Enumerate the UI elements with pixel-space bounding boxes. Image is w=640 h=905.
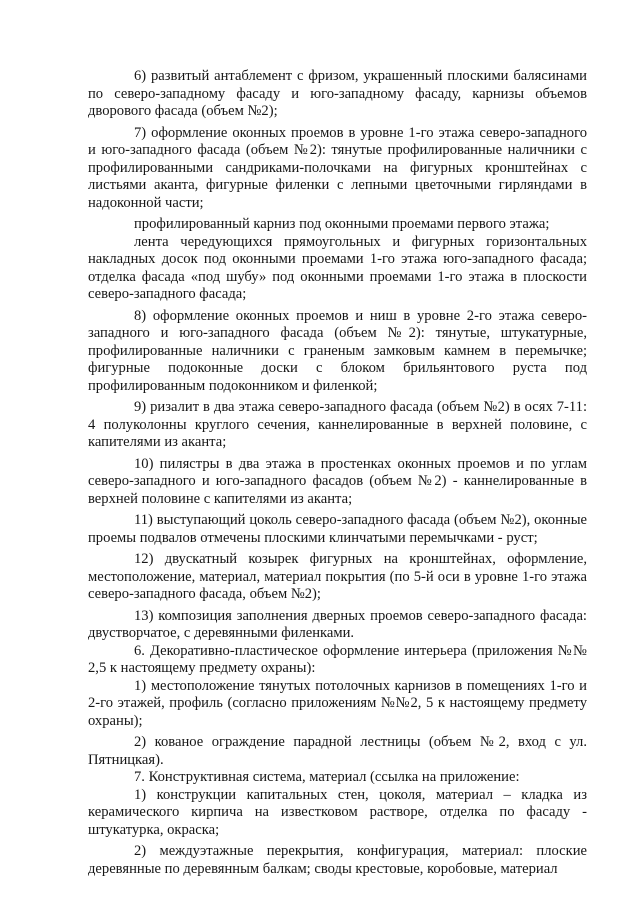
paragraph-floor-slabs: 2) междуэтажные перекрытия, конфигурация, материал: плоские деревянные по деревянным балкам; своды крестовые, коробовые, материал xyxy=(88,843,587,877)
paragraph-plinth: 11) выступающий цоколь северо-западного фасада (объем №2), оконные проемы подвалов отмечены плоскими клинчатыми перемычками - руст; xyxy=(88,512,587,546)
paragraph-risalit: 9) ризалит в два этажа северо-западного фасада (объем №2) в осях 7-11: 4 полуколонны круглого сечения, каннелированные в верхней половине, с капителями из аканта; xyxy=(88,399,587,450)
paragraph-canopy: 12) двускатный козырек фигурных на кронштейнах, оформление, местоположение, материал, материал покрытия (по 5-й оси в уровне 1-го этажа северо-западного фасада, объем №2); xyxy=(88,551,587,602)
section-6-heading: 6. Декоративно-пластическое оформление интерьера (приложения №№ 2,5 к настоящему предмету охраны): xyxy=(88,642,587,676)
paragraph-pilasters: 10) пилястры в два этажа в простенках оконных проемов и по углам северо-западного и юго-западного фасадов (объем №2) - каннелированные в верхней половине с капителями из аканта; xyxy=(88,455,587,507)
paragraph-boards-tape: лента чередующихся прямоугольных и фигурных горизонтальных накладных досок под оконными проемами 1-го этажа юго-западного фасада; отделка фасада «под шубу» под оконными проемами 1-го этажа в плоскости северо-западного фасада; xyxy=(88,233,587,302)
paragraph-staircase-railing: 2) кованое ограждение парадной лестницы (объем №2, вход с ул. Пятницкая). xyxy=(88,734,587,768)
paragraph-doors: 13) композиция заполнения дверных проемов северо-западного фасада: двустворчатое, с деревянными филенками. xyxy=(88,607,587,641)
document-page xyxy=(88,68,587,878)
paragraph-window-level-1: 7) оформление оконных проемов в уровне 1-го этажа северо-западного и юго-западного фасада (объем №2): тянутые профилированные наличники с профилированными сандриками-полочками на фигурных кронштейнах с листьями аканта, фигурные филенки с лепными цветочными гирляндами в надоконной части; xyxy=(88,124,587,211)
section-7-heading: 7. Конструктивная система, материал (ссылка на приложение: xyxy=(134,769,520,785)
paragraph-ceiling-cornices: 1) местоположение тянутых потолочных карнизов в помещениях 1-го и 2-го этажей, профиль (согласно приложениям №№2, 5 к настоящему предмету охраны); xyxy=(88,677,587,729)
paragraph-window-level-2: 8) оформление оконных проемов и ниш в уровне 2-го этажа северо-западного и юго-западного фасада (объем №2): тянутые, штукатурные, профилированные наличники с граненым замковым камнем в перемычке; фигурные подоконные доски с блоком брильянтового руста под профилированным подоконником и филенкой; xyxy=(88,307,587,394)
paragraph-antablement: 6) развитый антаблемент с фризом, украшенный плоскими балясинами по северо-западному фасаду и юго-западному фасаду, карнизы объемов дворового фасада (объем №2); xyxy=(88,68,587,119)
paragraph-cornice: профилированный карниз под оконными проемами первого этажа; xyxy=(134,216,550,232)
paragraph-capital-walls: 1) конструкции капитальных стен, цоколя, материал – кладка из керамического кирпича на известковом растворе, отделка по фасаду - штукатурка, окраска; xyxy=(88,786,587,838)
